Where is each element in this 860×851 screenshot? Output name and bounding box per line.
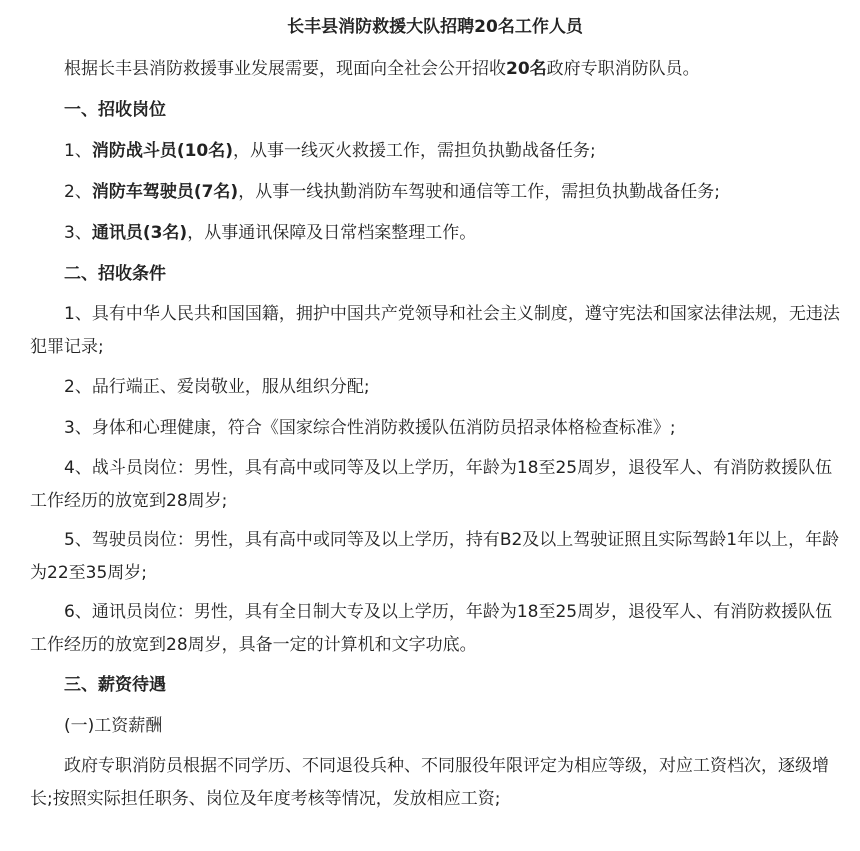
article-title: 长丰县消防救援大队招聘20名工作人员 <box>287 17 583 37</box>
position-number: 2、 <box>64 182 92 202</box>
condition-item: 2、品行端正、爱岗敬业，服从组织分配; <box>64 377 370 397</box>
condition-item: 5、驾驶员岗位：男性，具有高中或同等及以上学历，持有B2及以上驾驶证照且实际驾龄1年以上，年龄为22至35周岁; <box>30 530 840 583</box>
condition-item: 3、身体和心理健康，符合《国家综合性消防救援队伍消防员招录体格检查标准》; <box>64 418 676 438</box>
position-title: 通讯员(3名) <box>91 223 188 243</box>
condition-item: 4、战斗员岗位：男性，具有高中或同等及以上学历，年龄为18至25周岁，退役军人、有消防救援队伍工作经历的放宽到28周岁; <box>30 458 833 511</box>
intro-count: 20名 <box>506 59 547 79</box>
position-item <box>30 216 840 251</box>
salary-subheading: (一)工资薪酬 <box>64 716 163 736</box>
salary-paragraph: 政府专职消防员根据不同学历、不同退役兵种、不同服役年限评定为相应等级，对应工资档次，逐级增长;按照实际担任职务、岗位及年度考核等情况，发放相应工资; <box>30 756 829 809</box>
intro-text: 根据长丰县消防救援事业发展需要，现面向全社会公开招收 <box>64 59 506 79</box>
position-item <box>30 134 840 169</box>
position-description: ，从事一线灭火救援工作，需担负执勤战备任务; <box>233 141 596 161</box>
intro-text-end: 政府专职消防队员。 <box>546 59 700 79</box>
position-description: ，从事一线执勤消防车驾驶和通信等工作，需担负执勤战备任务; <box>238 182 720 202</box>
section-heading-salary: 三、薪资待遇 <box>64 675 166 695</box>
position-title: 消防车驾驶员(7名) <box>91 182 239 202</box>
position-number: 1、 <box>64 141 92 161</box>
section-heading-conditions: 二、招收条件 <box>64 264 166 284</box>
position-description: ，从事通讯保障及日常档案整理工作。 <box>187 223 477 243</box>
section-heading-positions: 一、招收岗位 <box>64 100 166 120</box>
condition-item: 1、具有中华人民共和国国籍，拥护中国共产党领导和社会主义制度，遵守宪法和国家法律法规，无违法犯罪记录; <box>30 304 840 357</box>
position-number: 3、 <box>64 223 92 243</box>
article <box>0 16 860 851</box>
position-title: 消防战斗员(10名) <box>91 141 234 161</box>
condition-item: 6、通讯员岗位：男性，具有全日制大专及以上学历，年龄为18至25周岁，退役军人、有消防救援队伍工作经历的放宽到28周岁，具备一定的计算机和文字功底。 <box>30 602 833 655</box>
position-item <box>30 175 840 210</box>
intro-paragraph <box>30 52 840 87</box>
